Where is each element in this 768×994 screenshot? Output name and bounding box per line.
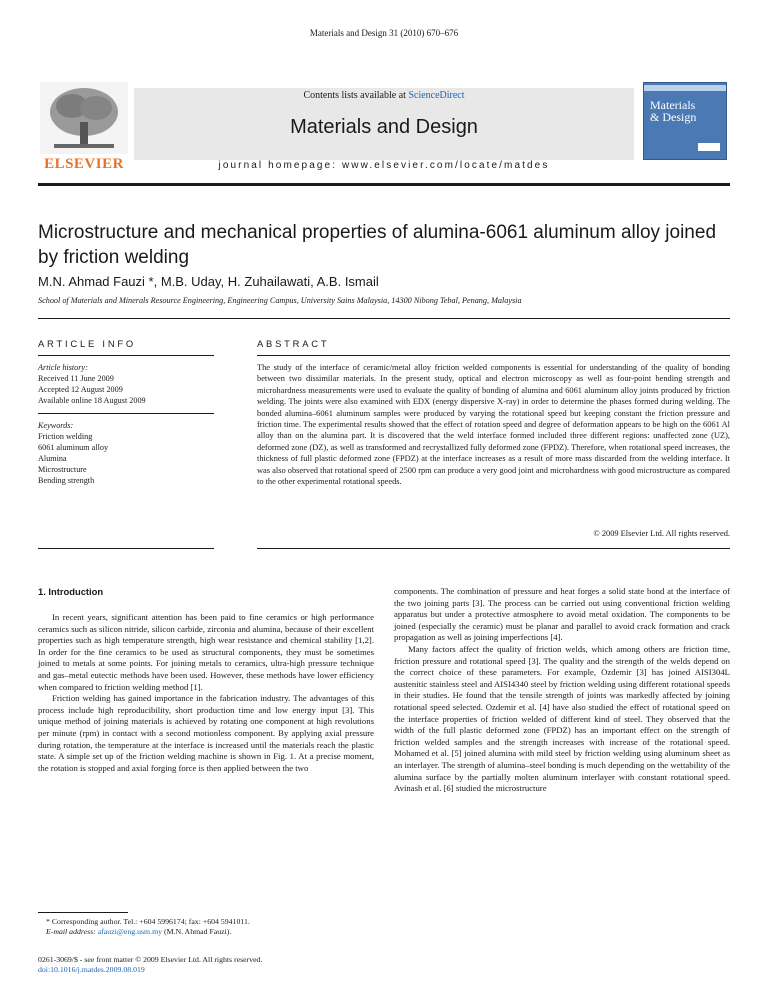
journal-homepage[interactable]: journal homepage: www.elsevier.com/locate/matdes <box>218 160 550 171</box>
history-online: Available online 18 August 2009 <box>38 396 146 405</box>
body-paragraph: In recent years, significant attention has been paid to fine ceramics or high performance ceramics such as silicon nitride, silicon carbide, zirconia and alumina, because of their excellent properties such as high temperature strength, high wear resistance and chemical stability [1,2]. In order for the fine ceramics to be used as structural components, they must be sometimes joined to metals at some points. For joining metals to ceramics, ultra-high pressure technique and gas–metal eutectic methods have been used. However, these methods have lower efficiency when compared to friction welding method [1]. <box>38 612 374 692</box>
abstract-heading: ABSTRACT <box>257 338 330 349</box>
issn-block <box>38 955 378 976</box>
cover-title-line2: & Design <box>650 110 697 124</box>
elsevier-tree-logo <box>40 82 128 154</box>
article-authors: M.N. Ahmad Fauzi *, M.B. Uday, H. Zuhailawati, A.B. Ismail <box>38 274 379 289</box>
journal-title: Materials and Design <box>290 116 478 138</box>
keyword-item: 6061 aluminum alloy <box>38 443 109 452</box>
history-label: Article history: <box>38 363 88 372</box>
history-accepted: Accepted 12 August 2009 <box>38 385 123 394</box>
abstract-bottom-rule <box>257 548 730 549</box>
journal-header <box>38 78 730 182</box>
header-rule <box>38 183 730 186</box>
footnote-rule <box>38 912 128 913</box>
cover-publisher-mark <box>698 143 720 151</box>
abstract-copyright: © 2009 Elsevier Ltd. All rights reserved. <box>593 529 730 538</box>
journal-cover-image <box>643 82 727 160</box>
body-column-right <box>394 586 730 795</box>
issn-line: 0261-3069/$ - see front matter © 2009 Elsevier Ltd. All rights reserved. <box>38 955 263 964</box>
history-divider <box>38 413 214 414</box>
keyword-item: Alumina <box>38 454 67 463</box>
article-title: Microstructure and mechanical properties of alumina-6061 aluminum alloy joined by friction welding <box>38 222 717 268</box>
keywords <box>38 420 214 486</box>
email-owner: (M.N. Ahmad Fauzi). <box>162 927 232 937</box>
info-bottom-rule <box>38 548 214 549</box>
section-heading: 1. Introduction <box>38 586 104 597</box>
section-divider <box>38 318 730 319</box>
history-received: Received 11 June 2009 <box>38 374 114 383</box>
elsevier-wordmark: ELSEVIER <box>44 156 124 172</box>
abstract-text: The study of the interface of ceramic/metal alloy friction welded components is essential for understanding of the quality of bonding between two dissimilar materials. In the present study, optical and electron microscopy as well as four-point bending strength and microhardness measurements were used to evaluate the quality of bonding of alumina and 6061 aluminum alloy joints produced by friction welding. The joints were also examined with EDX (energy dispersive X-ray) in order to determine the phases formed during welding. The bonded alumina–6061 aluminum samples were produced by varying the rotational speed but keeping constant the friction pressure and friction time. The experimental results showed that the effect of rotation speed and degree of deformation appears to be high on the 6061 Al alloy than on the alumina part. It is discovered that the weld interface formed included three different regions: unaffected zone (UZ), deformed zone (DZ), as well as transformed and recrystallized fully deformed zone (FPDZ). Therefore, when rotational speed increases, the thickness of full plastic deformed zone (FPDZ) at the interface increases as a result of more mass discarded from the welding interface. It was also observed that rotational speed of 2500 rpm can produce a very good joint and microhardness with good microstructure as compared to the other experimental rotational speeds. <box>257 363 730 487</box>
keyword-item: Friction welding <box>38 432 93 441</box>
keywords-label: Keywords: <box>38 421 74 430</box>
email-label: E-mail address: <box>46 927 98 937</box>
sciencedirect-link[interactable]: ScienceDirect <box>408 90 465 101</box>
doi-link[interactable]: doi:10.1016/j.matdes.2009.08.019 <box>38 965 145 975</box>
keyword-item: Bending strength <box>38 476 95 485</box>
journal-reference: Materials and Design 31 (2010) 670–676 <box>309 28 459 38</box>
info-divider <box>38 355 214 356</box>
body-paragraph: components. The combination of pressure and heat forges a solid state bond at the interface of the two joining parts [3]. The process can be carried out using conventional friction welding apparatus but under a protective atmosphere to avoid metal oxidation. The components to be joined (especially the ceramic) must be planar and parallel to avoid crack formation and crack propagation as well as joining imperfections [4]. <box>394 586 730 643</box>
keyword-item: Microstructure <box>38 465 87 474</box>
corresponding-author-footnote <box>46 917 376 938</box>
body-paragraph: Friction welding has gained importance in the fabrication industry. The advantages of this process include high reproducibility, short production time and low energy input [3]. This unique method of joining materials is achieved by rotating one component at high revolutions per minute (rpm) in contact with a second motionless component. By applying axial pressure during rotation, the temperature at the interface is increased until the materials reach the plastic state. A simple set up of the friction welding machine is shown in Fig. 1. At a precise moment, the rotation is stopped and axial forging force is then applied between the two <box>38 693 374 773</box>
cover-title-line1: Materials <box>650 98 696 112</box>
author-affiliation: School of Materials and Minerals Resource Engineering, Engineering Campus, University Sains Malaysia, 14300 Nibong Tebal, Penang, Malaysia <box>38 296 522 305</box>
article-history <box>38 362 214 406</box>
article-info-heading: ARTICLE INFO <box>38 338 137 349</box>
email-link[interactable]: afauzi@eng.usm.my <box>97 927 163 937</box>
footnote-contact: * Corresponding author. Tel.: +604 5996174; fax: +604 5941011. <box>46 917 250 926</box>
cover-stripe <box>644 85 726 91</box>
body-paragraph: Many factors affect the quality of friction welds, which among others are friction time, friction pressure and rotational speed [3]. The quality and the strength of the welds depend on the correct choice of these parameters. For example, Ozdemir [3] has joined AISI304L austenitic stainless steel and AISI4340 steel by friction welding using different rotational speeds in their studies. He found that the tensile strength of joints was markedly affected by joining rotational speed selected. Ozdemir et al. [4] have also studied the effect of rotational speed on the interface properties of friction welded of different kind of steel. They observed that the width of the full plastic deformed zone (FPDZ) has an important effect on the strength of friction welded samples and the strength increases with increase of the rotational speed. Mohamed et al. [5] joined alumina with mild steel by friction welding using aluminum sheet as an interlayer. The strength of alumina–steel bonding is much depending on the wettability of the alumina surface by the partially molten aluminum interlayer with constant rotational speed. Avinash et al. [6] studied the microstructure <box>394 643 730 794</box>
abstract-divider <box>257 355 730 356</box>
body-column-left <box>38 612 374 774</box>
contents-availability: Contents lists available at ScienceDirect <box>303 90 465 101</box>
